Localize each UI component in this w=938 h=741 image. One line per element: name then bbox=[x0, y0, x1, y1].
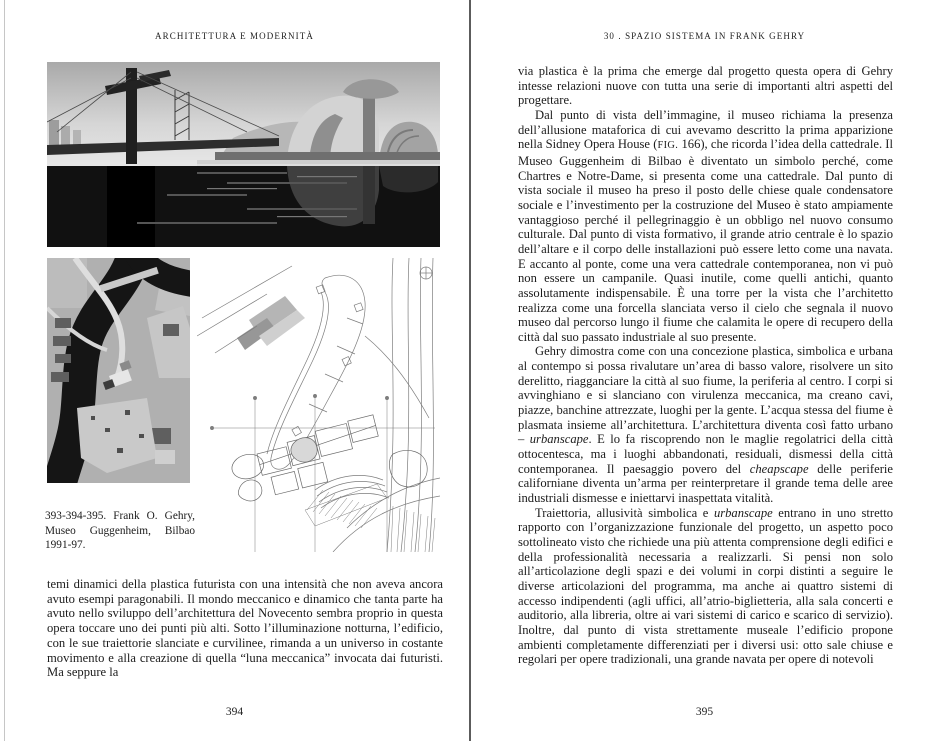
bilbao-plan-graphic bbox=[197, 258, 440, 552]
paragraph: Dal punto di vista dell’immagine, il museo richiama la presenza dell’allusione mataforica di cui avevamo descritto la prima apparizione nella Sidney Opera House (FIG. 166), che ricorda l’idea della cattedrale. Il Museo Guggenheim di Bilbao è diventato un simbolo perché, come Chartres e Notre-Dame, si presenta come una cattedrale. Dal punto di vista sociale il museo ha preso il posto delle chiese quale condensatore sociale e l’investimento per la costruzione del Museo è stato ampiamente vantaggioso perché il pellegrinaggio è un obbligo nel nuovo consumo culturale. Dal punto di vista formativo, il grande atrio centrale è lo spazio dell’altare e il corpo delle installazioni può essere letto come una navata. E accanto al ponte, come una vera cattedrale contemporanea, non vi può non essere un campanile. Quasi inutile, come quelli antichi, quanto assolutamente indispensabile. È una torre per la vista che l’architetto realizza come una forcella slanciata verso il cielo che segnala il nuovo museo dal percorso lungo il fiume che calamita le opere di recupero della città dal suo passato industriale al suo presente. bbox=[518, 107, 894, 344]
paragraph: via plastica è la prima che emerge dal progetto questa opera di Gehry intesse relazioni nuove con tutta una serie di importanti altri aspetti del progettare. bbox=[518, 64, 893, 108]
bilbao-photo-graphic bbox=[47, 62, 440, 247]
bilbao-aerial-graphic bbox=[47, 258, 190, 483]
body-text-left: temi dinamici della plastica futurista con una intensità che non aveva ancora avuto esempi paragonabili. Il mondo meccanico e dinamico che tanta parte ha avuto nello sviluppo dell’architettura del Novecento sembra proprio in questa opera toccare uno dei punti più alti. Sotto l’illuminazione notturna, l’edificio, con le sue traiettorie slanciate e curvilinee, rimanda a un universo in costante movimento e alla creazione di quella “luna meccanica” invocata dai futuristi. Ma seppure la bbox=[47, 577, 443, 680]
paragraph: Traiettoria, allusività simbolica e urbanscape entrano in uno stretto rapporto con l’organizzazione funzionale del progetto, un aspetto poco sottolineato visto che richiede una più attenta comprensione degli edifici e della professionalità necessaria a realizzarli. Si pensi non solo all’articolazione degli spazi e dei volumi in corpi distinti a seguire le diverse articolazioni del programma, ma anche ai quattro sistemi di accesso indipendenti (agli uffici, all’atrio-biglietteria, alla sala concerti e auditorio, alla libreria, oltre ai vari sistemi di carico e scarico di servizio). Inoltre, dal punto di vista strettamente museale l’edificio propone ambienti completamente differenziati per i diversi usi: otto sale chiuse e regolari per opere tradizionali, una grande navata per opere di notevoli bbox=[518, 505, 893, 667]
paragraph: Gehry dimostra come con una concezione plastica, simbolica e urbana al contempo si possa rivalutare un’area di basso valore, risolvere un sito derelitto, riagganciare la città al suo fiume, la periferia al centro. I corpi si avvinghiano e si slanciano con virulenza meccanica, ma creano cavi, piazze, banchine attrezzate, luoghi per la gente. L’acqua stessa del fiume è plasmata insieme all’architettura. L’architettura diventa così fatto urbano – urbanscape. E lo fa riscoprendo non le maglie regolatrici della città ottocentesca, ma i luoghi abbandonati, residuali, dismessi della città contemporanea. Il paesaggio povero del cheapscape delle periferie californiane diventa un’arma per reinterpretare il grande tema delle aree industriali dismesse e iniettarvi inaspettata vitalità. bbox=[518, 344, 893, 506]
page-number-left: 394 bbox=[225, 706, 244, 718]
body-text-right bbox=[518, 64, 893, 667]
page-number-right: 395 bbox=[695, 706, 714, 718]
running-head-right: 30 . SPAZIO SISTEMA IN FRANK GEHRY bbox=[603, 31, 806, 41]
guggenheim-bilbao-photo bbox=[47, 62, 440, 247]
figure-caption: 393-394-395. Frank O. Gehry, Museo Guggenheim, Bilbao 1991-97. bbox=[45, 510, 195, 551]
running-head-left: ARCHITETTURA E MODERNITÀ bbox=[155, 31, 314, 41]
bilbao-aerial-photo bbox=[47, 258, 190, 483]
bilbao-site-plan-drawing bbox=[197, 258, 440, 552]
page-right bbox=[471, 0, 938, 741]
